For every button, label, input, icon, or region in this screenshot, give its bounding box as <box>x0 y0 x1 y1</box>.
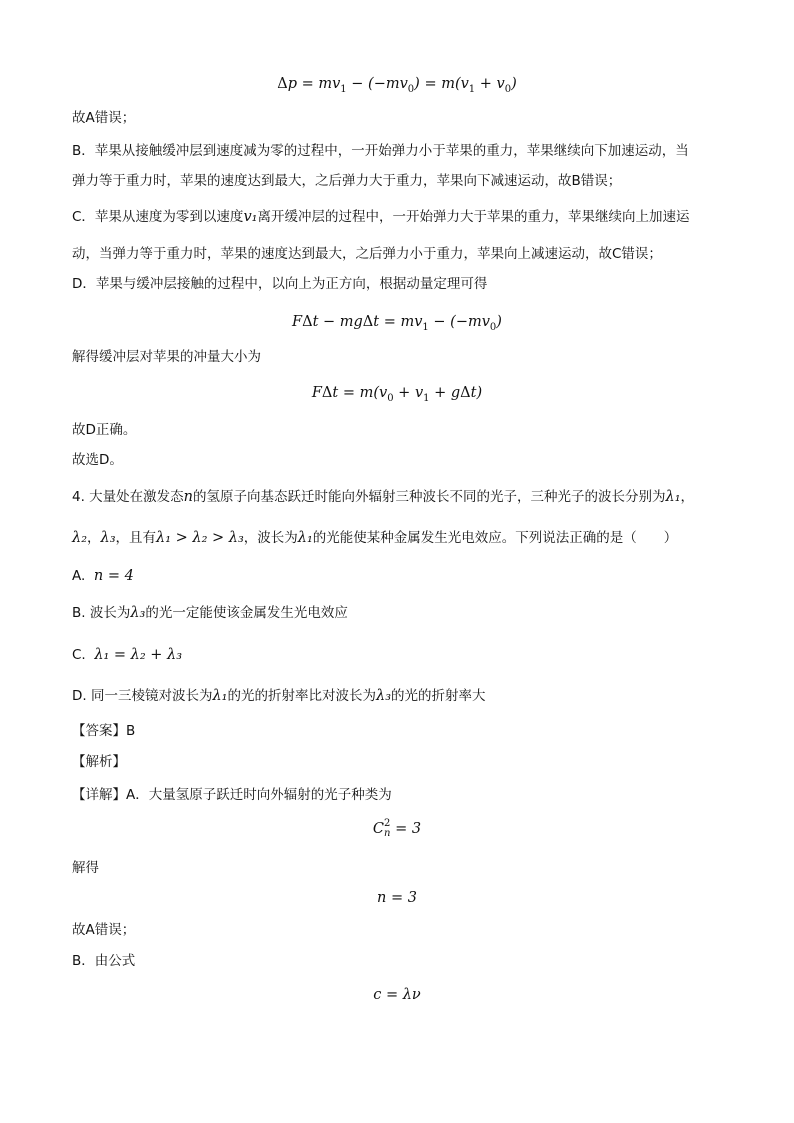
a-conclusion-prev: 故A错误； <box>72 110 136 126</box>
option-d: D. 同一三棱镜对波长为λ₁的光的折射率比对波长为λ₃的光的折射率大 <box>72 688 486 704</box>
impulse-result-equation: $F\Delta t = m(v_0 + v_1 + g\Delta t)$ <box>311 385 483 404</box>
question4-stem-line2: λ₂，λ₃，且有λ₁ > λ₂ > λ₃，波长为λ₁的光能使某种金属发生光电效应。下列说法正确的是（ ） <box>72 530 678 546</box>
n-result-equation: n = 3 <box>377 890 417 906</box>
option-b: B. 波长为λ₃的光一定能使该金属发生光电效应 <box>72 605 348 621</box>
c-explanation-line1: C．苹果从速度为零到以速度v₁离开缓冲层的过程中，一开始弹力大于苹果的重力，苹果继续向上加速运 <box>72 209 690 225</box>
answer-label: 【答案】B <box>72 723 136 739</box>
v1-symbol: v₁ <box>243 209 258 225</box>
analysis-label: 【解析】 <box>72 754 126 770</box>
solve-impulse-text: 解得缓冲层对苹果的冲量大小为 <box>72 349 261 365</box>
momentum-equation: $\Delta p = mv_1 - (-mv_0) = m(v_1 + v_0)$ <box>277 76 517 95</box>
wavelength-relation: λ₁ > λ₂ > λ₃ <box>156 530 244 546</box>
option-c: C. λ₁ = λ₂ + λ₃ <box>72 647 183 663</box>
option-a: A. n = 4 <box>72 568 134 584</box>
solve-word: 解得 <box>72 860 99 876</box>
c-explanation-line2: 动，当弹力等于重力时，苹果的速度达到最大，之后弹力小于重力，苹果向上减速运动，故C错误； <box>72 246 662 262</box>
b-formula-intro: B．由公式 <box>72 953 136 969</box>
a-conclusion: 故A错误； <box>72 922 136 938</box>
detail-line: 【详解】A．大量氢原子跃迁时向外辐射的光子种类为 <box>72 787 392 803</box>
impulse-equation: $F\Delta t - mg\Delta t = mv_1 - (-mv_0)$ <box>292 314 502 333</box>
d-conclusion: 故D正确。 <box>72 422 137 438</box>
b-explanation-line2: 弹力等于重力时，苹果的速度达到最大，之后弹力大于重力，苹果向下减速运动，故B错误； <box>72 173 622 189</box>
combination-equation: C 2 n = 3 <box>372 818 422 839</box>
d-explanation-line1: D．苹果与缓冲层接触的过程中，以向上为正方向，根据动量定理可得 <box>72 276 488 292</box>
lambda1-symbol: λ₁ <box>665 489 681 505</box>
wave-equation: c = λν <box>373 987 421 1003</box>
question4-stem-line1: 4. 大量处在激发态n的氢原子向基态跃迁时能向外辐射三种波长不同的光子，三种光子的波长分别为λ₁， <box>72 489 695 505</box>
final-choice: 故选D。 <box>72 452 123 468</box>
b-explanation-line1: B．苹果从接触缓冲层到速度减为零的过程中，一开始弹力小于苹果的重力，苹果继续向下加速运动，当 <box>72 143 689 159</box>
